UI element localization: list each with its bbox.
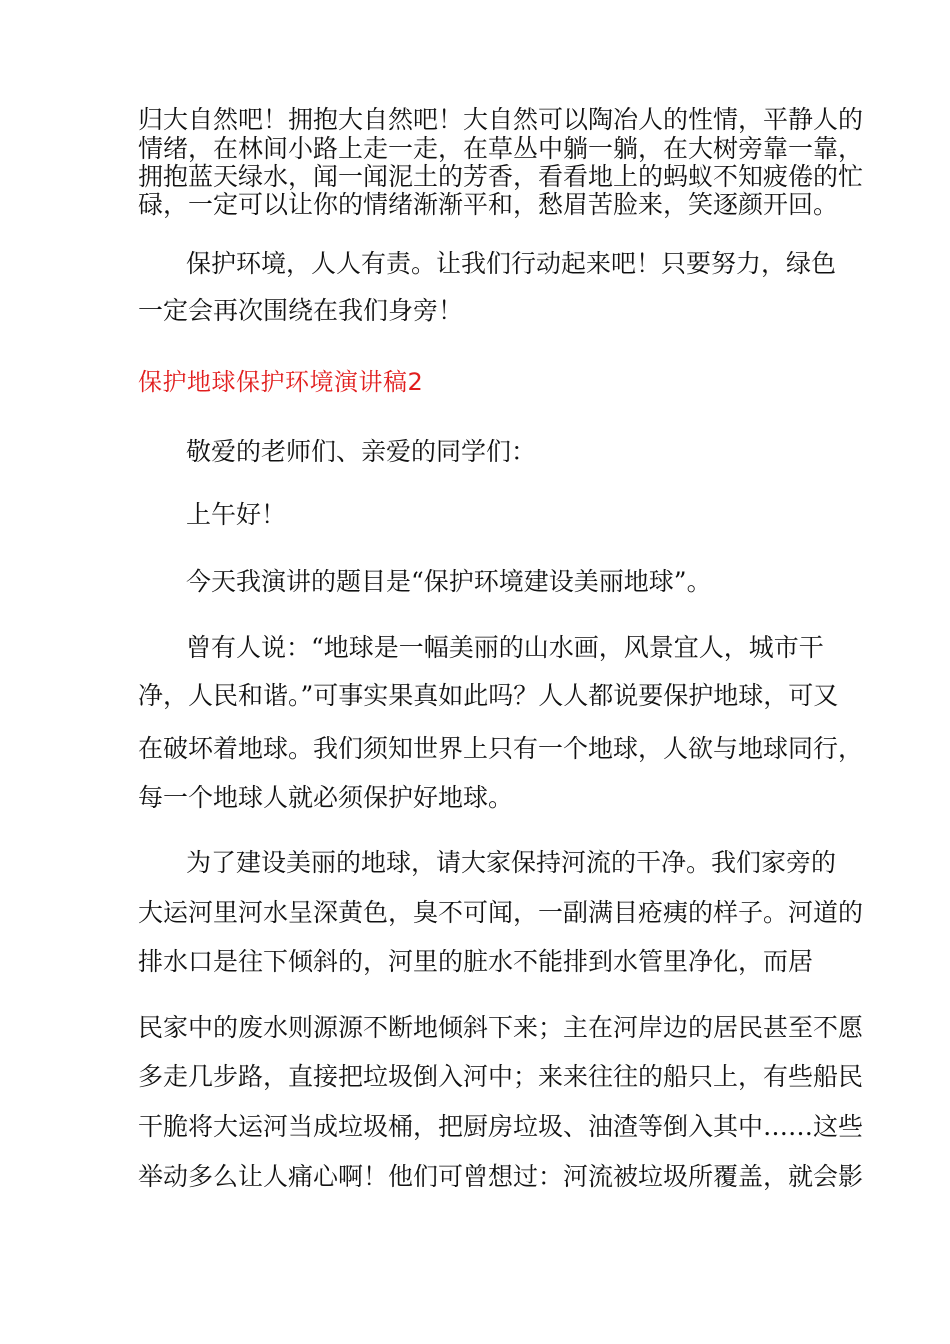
text-line: 干脆将大运河当成垃圾桶，把厨房垃圾、油渣等倒入其中……这些 (138, 1112, 864, 1141)
section-heading: 保护地球保护环境演讲稿2 (138, 368, 424, 396)
text-line: 归大自然吧！拥抱大自然吧！大自然可以陶冶人的性情，平静人的 (138, 105, 864, 134)
salutation: 敬爱的老师们、亲爱的同学们： (186, 437, 537, 466)
greeting: 上午好！ (186, 500, 287, 529)
text-line: 大运河里河水呈深黄色，臭不可闻，一副满目疮痍的样子。河道的 (138, 898, 864, 927)
text-line: 保护环境，人人有责。让我们行动起来吧！只要努力，绿色 (186, 249, 837, 278)
text-line: 举动多么让人痛心啊！他们可曾想过：河流被垃圾所覆盖，就会影 (138, 1162, 864, 1191)
text-line: 拥抱蓝天绿水，闻一闻泥土的芳香，看看地上的蚂蚁不知疲倦的忙 (138, 162, 864, 191)
text-line: 每一个地球人就必须保护好地球。 (138, 783, 514, 812)
text-line: 排水口是往下倾斜的，河里的脏水不能排到水管里净化，而居 (138, 947, 814, 976)
text-line: 情绪，在林间小路上走一走，在草丛中躺一躺，在大树旁靠一靠， (138, 134, 864, 163)
topic-line: 今天我演讲的题目是“保护环境建设美丽地球”。 (186, 567, 712, 596)
text-line: 曾有人说：“地球是一幅美丽的山水画，风景宜人，城市干 (186, 633, 824, 662)
text-line: 民家中的废水则源源不断地倾斜下来；主在河岸边的居民甚至不愿 (138, 1013, 864, 1042)
text-line: 在破坏着地球。我们须知世界上只有一个地球，人欲与地球同行， (138, 734, 864, 763)
text-line: 一定会再次围绕在我们身旁！ (138, 296, 464, 325)
text-line: 净，人民和谐。”可事实果真如此吗？人人都说要保护地球，可又 (138, 681, 839, 710)
text-line: 为了建设美丽的地球，请大家保持河流的干净。我们家旁的 (186, 848, 837, 877)
text-line: 多走几步路，直接把垃圾倒入河中；来来往往的船只上，有些船民 (138, 1062, 864, 1091)
text-line: 碌，一定可以让你的情绪渐渐平和，愁眉苦脸来，笑逐颜开回。 (138, 190, 839, 219)
